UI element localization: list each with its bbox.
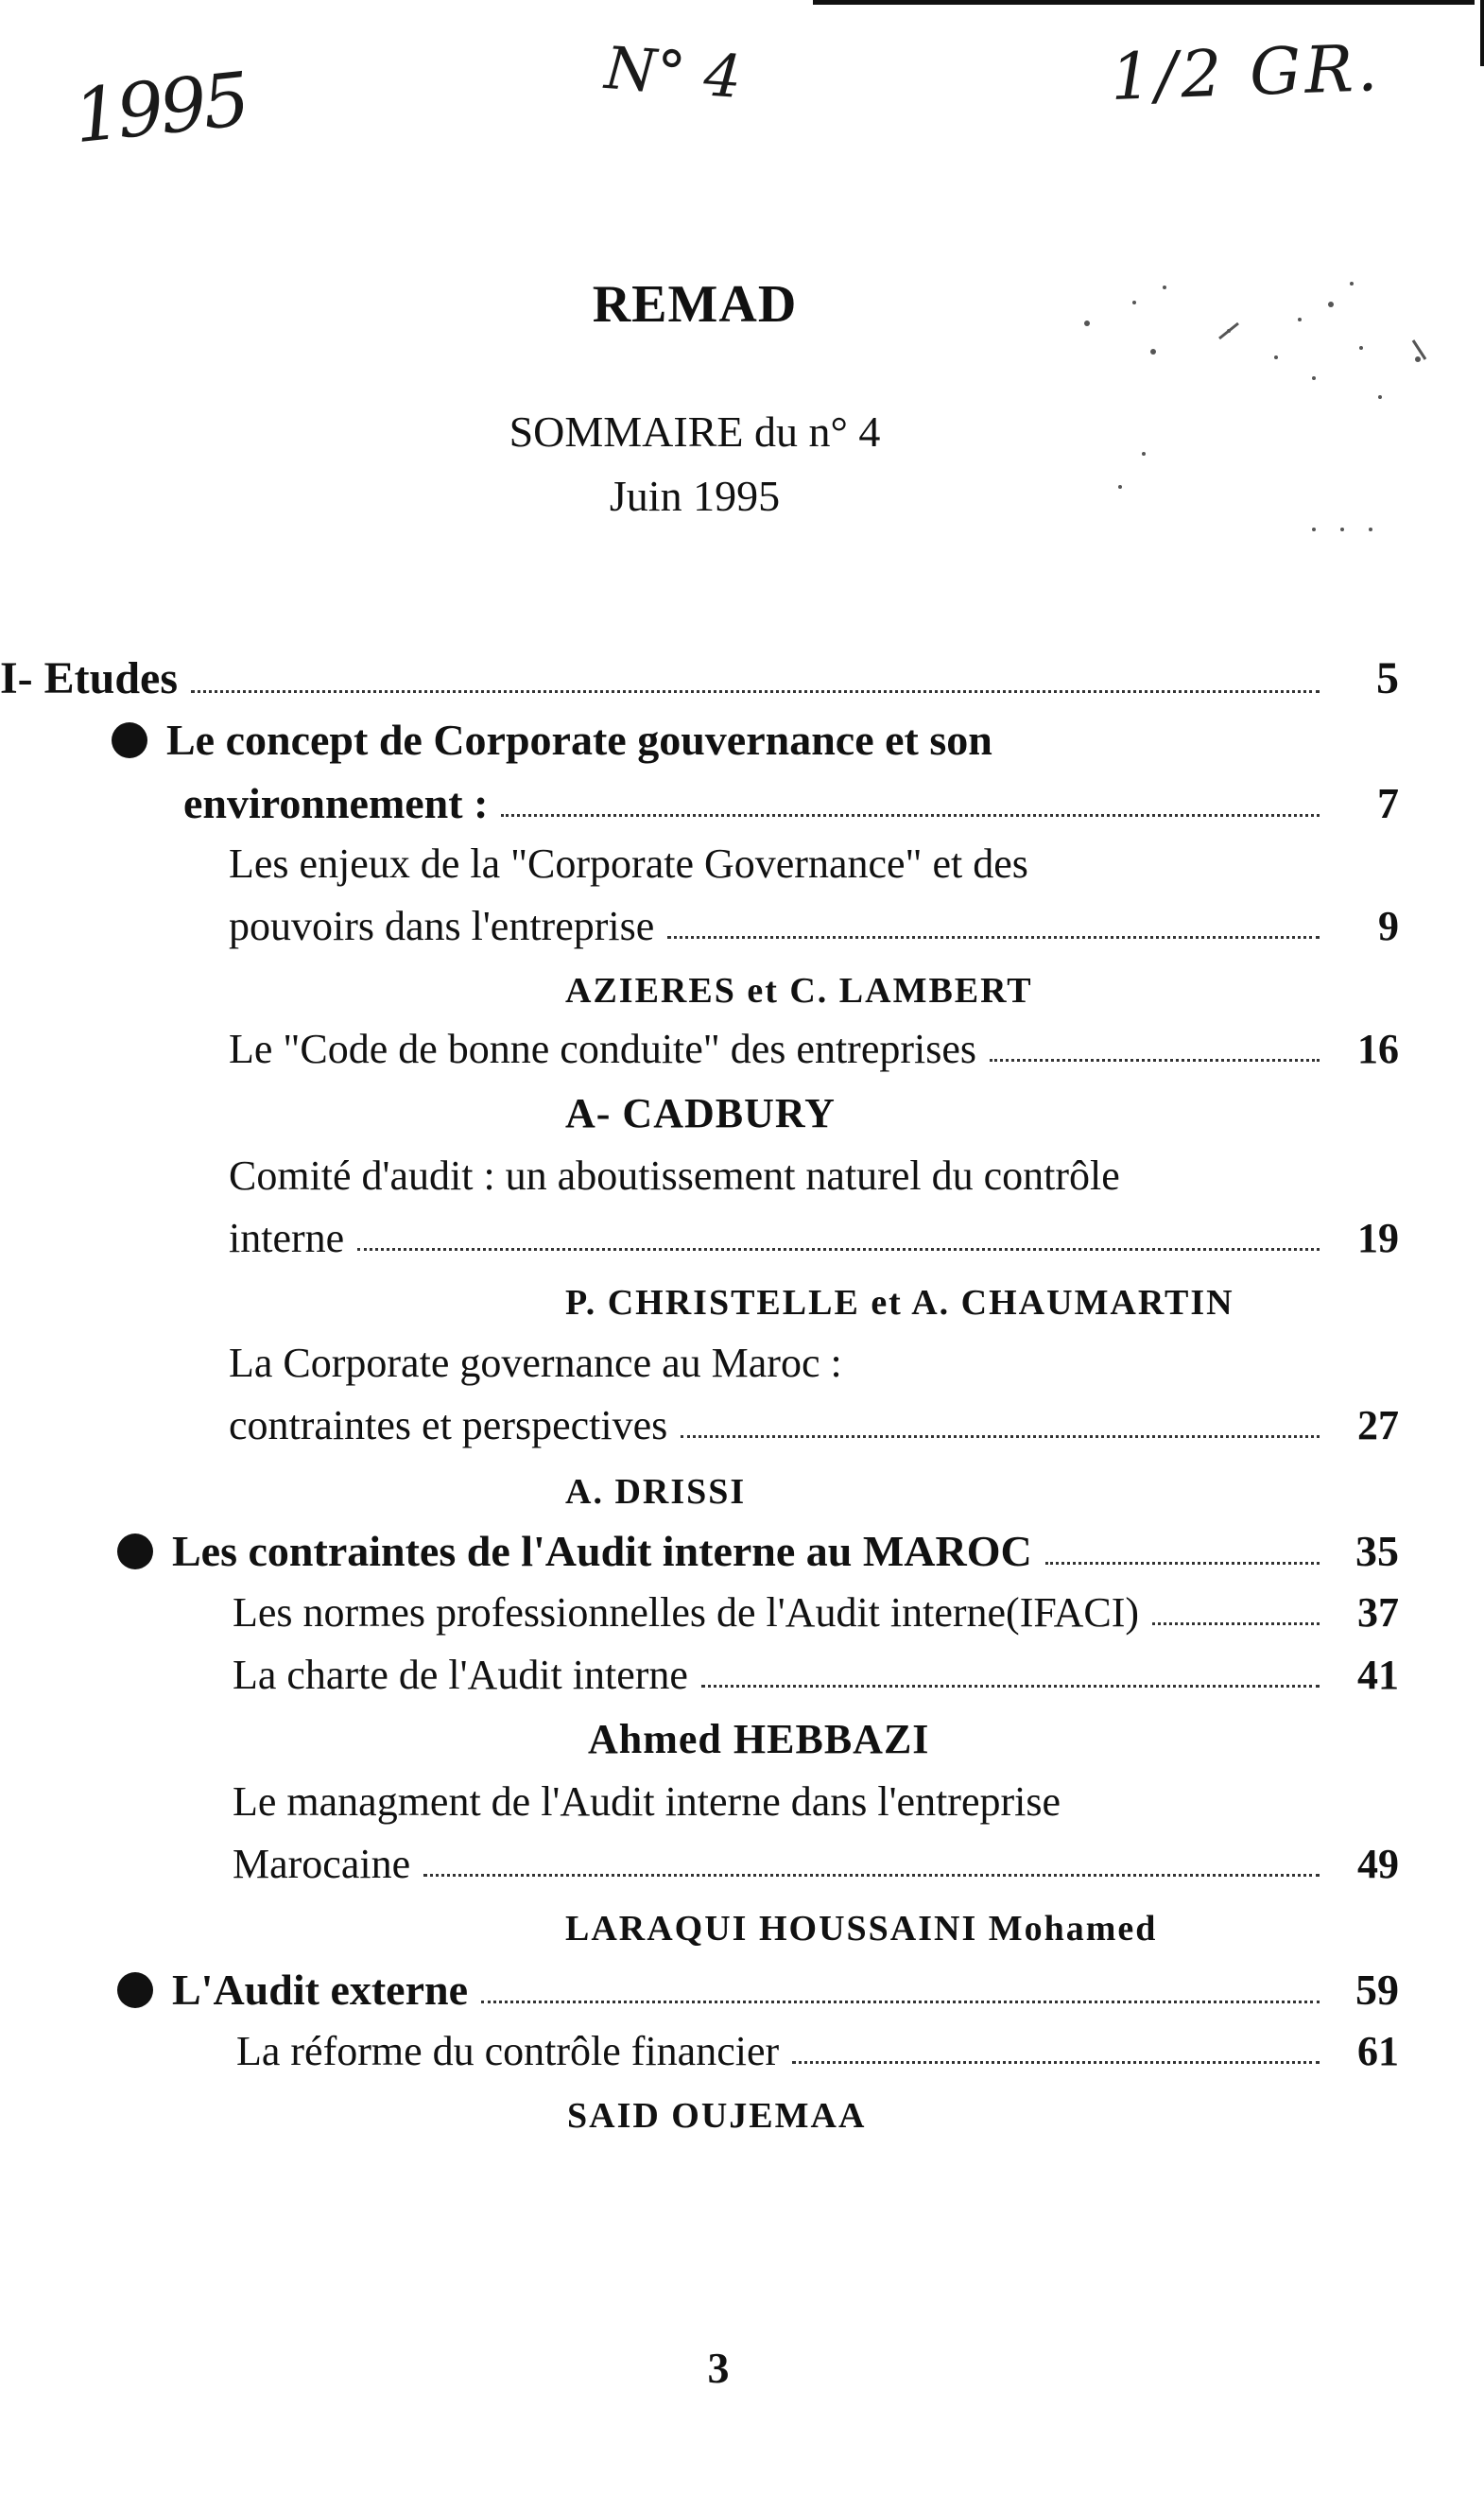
toc-article-entry[interactable] [236,2027,1399,2075]
heading-label: Les contraintes de l'Audit interne au MAROC [172,1527,1032,1575]
bullet-icon [112,722,147,758]
page-number: 19 [1357,1215,1399,1261]
dot-leader [423,1874,1320,1877]
page-number: 41 [1357,1652,1399,1698]
toc-section-etudes[interactable] [0,652,1399,704]
page-number: 49 [1357,1841,1399,1887]
toc-article-entry[interactable] [229,1401,1399,1449]
article-title: La réforme du contrôle financier [236,2028,780,2074]
page-number: 37 [1357,1589,1399,1636]
toc-article-entry[interactable] [233,1840,1399,1888]
page-number-footer: 3 [707,2344,730,2392]
dot-leader [701,1685,1320,1688]
toc-heading-corporate-line2[interactable] [183,778,1399,828]
bullet-icon [117,1972,153,2008]
dot-leader [1045,1562,1320,1565]
toc-heading-audit-interne[interactable] [117,1526,1399,1576]
dot-leader [357,1248,1320,1251]
issue-summary-title: SOMMAIRE du n° 4 [509,407,881,456]
article-author: AZIERES et C. LAMBERT [565,971,1033,1011]
page-number: 35 [1355,1527,1399,1575]
article-author: A- CADBURY [565,1090,836,1136]
heading-text: Le concept de Corporate gouvernance et son [166,716,992,764]
toc-article-entry[interactable] [229,902,1399,950]
article-title: pouvoirs dans l'entreprise [229,903,655,949]
heading-text: environnement : [183,779,489,827]
article-title: Marocaine [233,1841,411,1887]
page-number: 59 [1355,1966,1399,2014]
article-author: A. DRISSI [565,1472,747,1512]
article-title: contraintes et perspectives [229,1402,668,1448]
article-title: Le "Code de bonne conduite" des entreprises [229,1026,977,1072]
handwritten-reference: 1/2 GR. [1109,31,1383,115]
handwritten-issue-number: N° 4 [602,33,744,112]
toc-article-entry[interactable] [233,1588,1399,1637]
article-author: Ahmed HEBBAZI [588,1716,930,1762]
toc-article-entry[interactable] [229,1214,1399,1262]
dot-leader [990,1059,1320,1062]
toc-article-line[interactable]: Comité d'audit : un aboutissement naturel du contrôle [229,1152,1120,1199]
toc-heading-audit-externe[interactable] [117,1965,1399,2015]
dot-leader [1152,1622,1320,1625]
bullet-icon [117,1533,153,1569]
dot-leader [501,814,1320,817]
page-number: 5 [1376,653,1399,703]
dot-leader [681,1435,1320,1438]
article-title: interne [229,1215,345,1261]
dot-leader [191,690,1320,693]
toc-article-entry[interactable] [229,1025,1399,1073]
issue-date: Juin 1995 [609,472,781,520]
page-number: 16 [1357,1026,1399,1072]
heading-text [117,1526,1032,1576]
toc-article-line[interactable]: La Corporate governance au Maroc : [229,1340,842,1386]
dot-leader [481,2001,1320,2003]
article-title: La charte de l'Audit interne [233,1652,688,1698]
toc-heading-corporate-line1[interactable] [112,715,992,765]
page-number: 9 [1378,903,1399,949]
toc-article-line[interactable]: Les enjeux de la "Corporate Governance" et des [229,840,1028,887]
scan-top-rule [813,0,1475,5]
journal-title: REMAD [592,275,798,334]
page-number: 27 [1357,1402,1399,1448]
article-author: P. CHRISTELLE et A. CHAUMARTIN [565,1283,1234,1323]
article-title: Les normes professionnelles de l'Audit interne(IFACI) [233,1589,1139,1636]
section-label: I- Etudes [0,653,179,703]
article-author: SAID OUJEMAA [567,2096,867,2136]
toc-article-line[interactable]: Le managment de l'Audit interne dans l'entreprise [233,1778,1061,1825]
heading-text [117,1965,468,2015]
toc-article-entry[interactable] [233,1651,1399,1699]
page-number: 61 [1357,2028,1399,2074]
handwritten-year: 1995 [69,57,250,161]
page-number: 7 [1377,779,1399,827]
scan-edge-mark [1480,0,1484,66]
dot-leader [667,936,1320,939]
heading-label: L'Audit externe [172,1966,469,2014]
dot-leader [792,2061,1320,2064]
article-author: LARAQUI HOUSSAINI Mohamed [565,1909,1158,1949]
